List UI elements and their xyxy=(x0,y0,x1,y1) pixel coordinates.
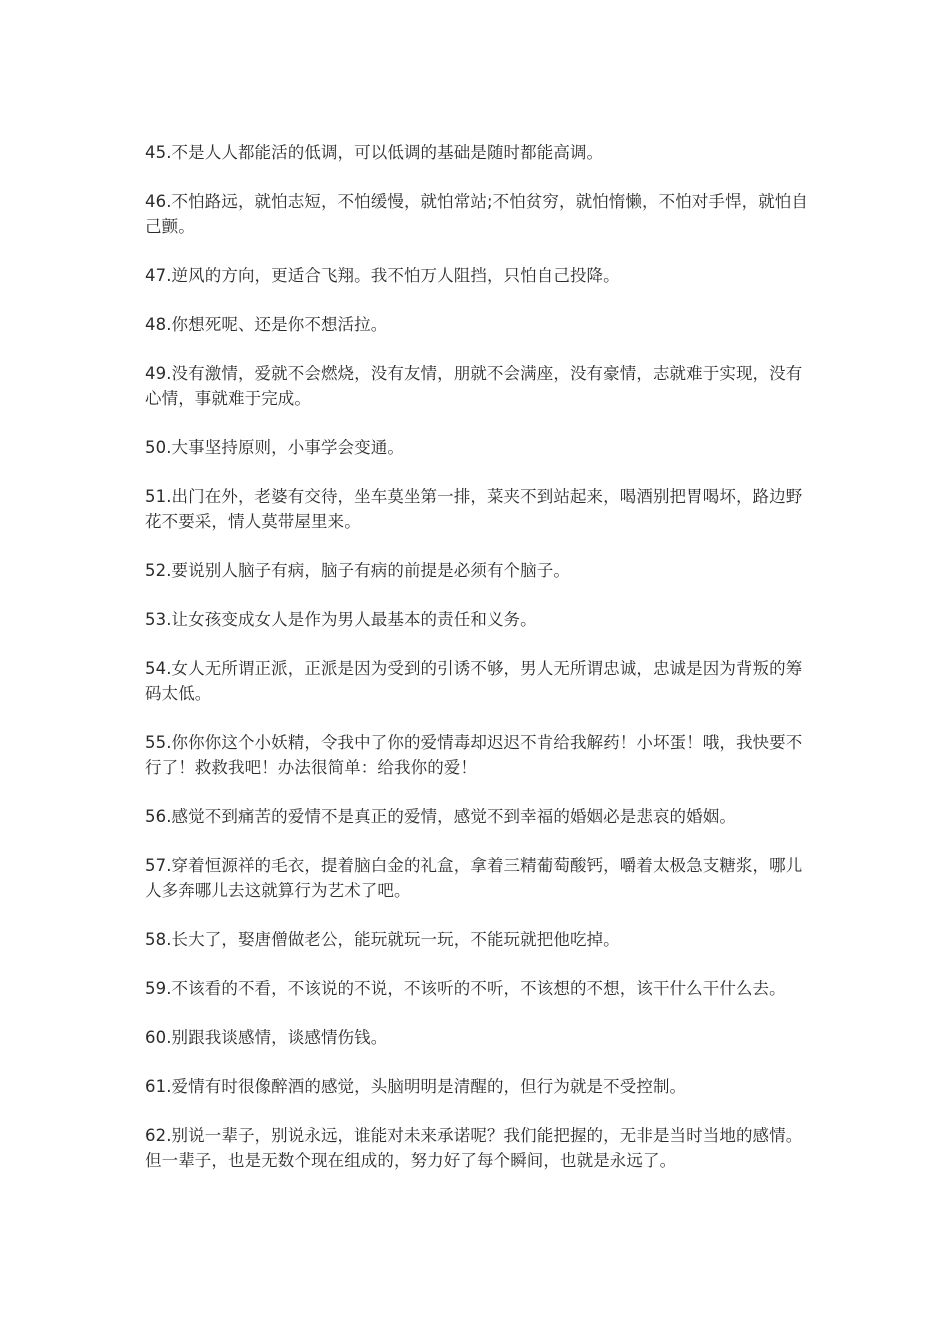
entry-number: 60. xyxy=(145,1028,172,1047)
entry-text: 逆风的方向，更适合飞翔。我不怕万人阻挡，只怕自己投降。 xyxy=(171,266,620,285)
entry-number: 49. xyxy=(145,364,172,383)
entry-text: 大事坚持原则，小事学会变通。 xyxy=(171,438,404,457)
entry-text: 不怕路远，就怕志短，不怕缓慢，就怕常站;不怕贫穷，就怕惰懒，不怕对手悍，就怕自己颤。 xyxy=(145,192,809,236)
entry-55 xyxy=(145,730,810,780)
entry-text: 没有激情，爱就不会燃烧，没有友情，朋就不会满座，没有豪情，志就难于实现，没有心情，事就难于完成。 xyxy=(145,364,803,408)
entry-number: 54. xyxy=(145,659,172,678)
entry-text: 爱情有时很像醉酒的感觉，头脑明明是清醒的，但行为就是不受控制。 xyxy=(171,1077,687,1096)
entry-number: 59. xyxy=(145,979,172,998)
entry-number: 45. xyxy=(145,143,172,162)
entry-60 xyxy=(145,1025,810,1050)
entry-58 xyxy=(145,927,810,952)
entry-text: 别说一辈子，别说永远，谁能对未来承诺呢？我们能把握的，无非是当时当地的感情。但一辈子，也是无数个现在组成的，努力好了每个瞬间，也就是永远了。 xyxy=(145,1126,803,1170)
entry-text: 你你你这个小妖精，令我中了你的爱情毒却迟迟不肯给我解药！小坏蛋！哦，我快要不行了！救救我吧！办法很简单：给我你的爱！ xyxy=(145,733,803,777)
entry-number: 52. xyxy=(145,561,172,580)
entry-text: 你想死呢、还是你不想活拉。 xyxy=(171,315,388,334)
entry-57 xyxy=(145,853,810,903)
entry-number: 58. xyxy=(145,930,172,949)
entry-number: 46. xyxy=(145,192,172,211)
entry-text: 穿着恒源祥的毛衣，提着脑白金的礼盒，拿着三精葡萄酸钙，嚼着太极急支糖浆，哪儿人多奔哪儿去这就算行为艺术了吧。 xyxy=(145,856,803,900)
entry-text: 长大了，娶唐僧做老公，能玩就玩一玩，不能玩就把他吃掉。 xyxy=(171,930,620,949)
document-body xyxy=(145,140,810,1197)
entry-text: 要说别人脑子有病，脑子有病的前提是必须有个脑子。 xyxy=(171,561,570,580)
entry-59 xyxy=(145,976,810,1001)
entry-52 xyxy=(145,558,810,583)
entry-54 xyxy=(145,656,810,706)
entry-48 xyxy=(145,312,810,337)
entry-51 xyxy=(145,484,810,534)
entry-47 xyxy=(145,263,810,288)
entry-49 xyxy=(145,361,810,411)
entry-number: 55. xyxy=(145,733,172,752)
entry-text: 女人无所谓正派，正派是因为受到的引诱不够，男人无所谓忠诚，忠诚是因为背叛的筹码太低。 xyxy=(145,659,803,703)
entry-56 xyxy=(145,804,810,829)
entry-61 xyxy=(145,1074,810,1099)
entry-62 xyxy=(145,1123,810,1173)
entry-number: 48. xyxy=(145,315,172,334)
entry-50 xyxy=(145,435,810,460)
entry-number: 57. xyxy=(145,856,172,875)
entry-number: 50. xyxy=(145,438,172,457)
entry-53 xyxy=(145,607,810,632)
entry-45 xyxy=(145,140,810,165)
entry-text: 感觉不到痛苦的爱情不是真正的爱情，感觉不到幸福的婚姻必是悲哀的婚姻。 xyxy=(171,807,736,826)
entry-number: 51. xyxy=(145,487,172,506)
entry-46 xyxy=(145,189,810,239)
entry-text: 不该看的不看，不该说的不说，不该听的不听，不该想的不想，该干什么干什么去。 xyxy=(171,979,786,998)
entry-text: 别跟我谈感情，谈感情伤钱。 xyxy=(171,1028,388,1047)
entry-number: 47. xyxy=(145,266,172,285)
entry-text: 不是人人都能活的低调，可以低调的基础是随时都能高调。 xyxy=(171,143,604,162)
entry-number: 61. xyxy=(145,1077,172,1096)
entry-number: 53. xyxy=(145,610,172,629)
entry-number: 62. xyxy=(145,1126,172,1145)
entry-text: 出门在外，老婆有交待，坐车莫坐第一排，菜夹不到站起来，喝酒别把胃喝坏，路边野花不要采，情人莫带屋里来。 xyxy=(145,487,803,531)
entry-text: 让女孩变成女人是作为男人最基本的责任和义务。 xyxy=(171,610,537,629)
entry-number: 56. xyxy=(145,807,172,826)
